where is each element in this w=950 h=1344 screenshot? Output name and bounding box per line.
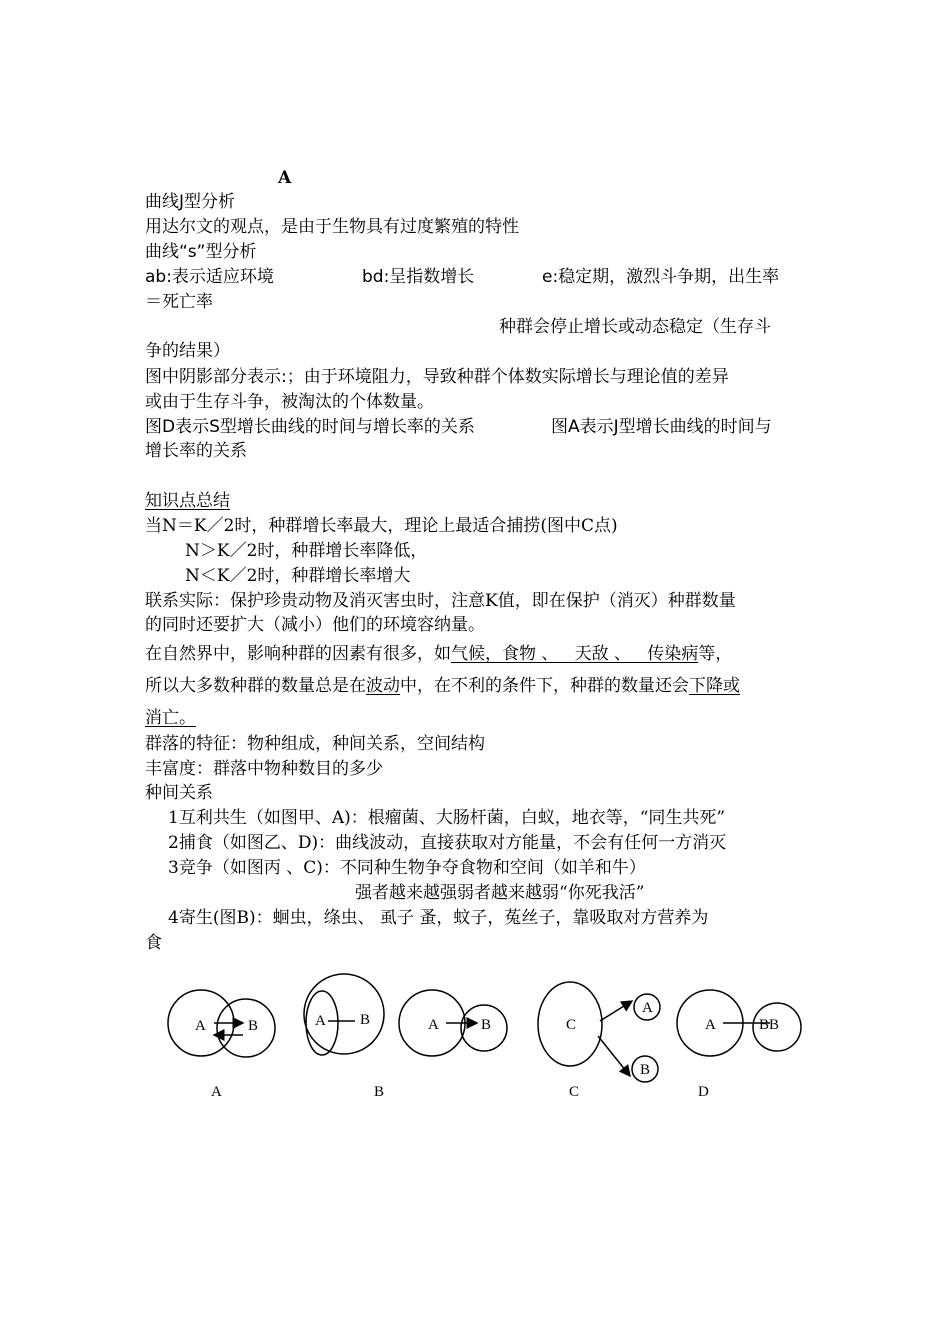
factors-post: 等， [698, 644, 733, 664]
phase-ab: ab:表示适应环境 [145, 267, 274, 287]
summary-line-4: 联系实际：保护珍贵动物及消灭害虫时，注意K值，即在保护（消灭）种群数量 [145, 591, 736, 611]
label-c: C [566, 1017, 577, 1033]
factors-underlined: 气候，食物 、 天敌 、 传染病 [451, 644, 699, 664]
mutualism-circle-b [217, 999, 275, 1057]
s-curve-heading: 曲线“s”型分析 [145, 242, 257, 262]
j-curve-heading: 曲线J型分析 [145, 192, 236, 212]
label-b-3: B [481, 1017, 492, 1033]
summary-line-2: N＞K／2时，种群增长率降低， [185, 541, 428, 561]
decline-underlined: 下降或 [689, 676, 740, 696]
community-features: 群落的特征：物种组成，种间关系，空间结构 [145, 734, 485, 754]
relation-predation: 2捕食（如图乙、D)：曲线波动，直接获取对方能量，不会有任何一方消灭 [168, 833, 727, 853]
label-b-2: B [360, 1012, 371, 1028]
fluct-pre: 所以大多数种群的数量总是在 [145, 676, 366, 696]
title-a: A [278, 168, 292, 188]
competition-note: 强者越来越强弱者越来越弱“你死我活” [355, 883, 645, 903]
phase-e: e:稳定期，激烈斗争期，出生率 [542, 267, 780, 287]
summary-line-1: 当N＝K／2时，种群增长率最大，理论上最适合捕捞(图中C点) [145, 516, 618, 536]
relationship-diagrams [0, 965, 950, 1115]
shadow-line: 图中阴影部分表示:；由于环境阻力，导致种群个体数实际增长与理论值的差异 [145, 367, 729, 387]
fluct-mid: 中，在不利的条件下，种群的数量还会 [400, 676, 689, 696]
summary-line-6 [145, 643, 732, 665]
summary-line-8: 消亡。 [145, 708, 196, 728]
relation-parasitism: 4寄生(图B)：蛔虫，绦虫、 虱子 蚤，蚊子，菟丝子，靠吸取对方营养为 [168, 908, 709, 928]
summary-heading: 知识点总结 [145, 491, 230, 511]
relation-mutualism: 1互利共生（如图甲、A)：根瘤菌、大肠杆菌，白蚁，地衣等，“同生共死” [168, 808, 726, 828]
label-a-5: A [705, 1017, 716, 1033]
shadow-line-cont: 或由于生存斗争，被淘汰的个体数量。 [145, 392, 434, 412]
caption-a: A [211, 1084, 222, 1100]
stop-growth-line: 种群会停止增长或动态稳定（生存斗 [499, 317, 771, 337]
label-bb: BB [759, 1017, 780, 1033]
summary-line-7 [145, 675, 740, 697]
label-a-4: A [642, 1000, 653, 1016]
summary-line-5: 的同时还要扩大（减小）他们的环境容纳量。 [145, 615, 485, 635]
caption-c: C [569, 1084, 580, 1100]
fig-relation-line [145, 416, 772, 438]
relation-parasitism-cont: 食 [145, 933, 162, 953]
richness-line: 丰富度：群落中物种数目的多少 [145, 759, 383, 779]
factors-pre: 在自然界中，影响种群的因素有很多，如 [145, 644, 451, 664]
relation-competition: 3竞争（如图丙 、C)：不同种生物争夺食物和空间（如羊和牛） [168, 858, 646, 878]
phase-bd: bd:呈指数增长 [362, 267, 475, 287]
phase-line [145, 266, 780, 288]
label-b-4: B [640, 1062, 651, 1078]
fluct-underlined: 波动 [366, 676, 400, 696]
darwin-line: 用达尔文的观点，是由于生物具有过度繁殖的特性 [145, 217, 519, 237]
label-a-2: A [315, 1013, 326, 1029]
label-a-1: A [195, 1018, 206, 1034]
fig-d-note: 图D表示S型增长曲线的时间与增长率的关系 [145, 417, 475, 437]
label-a-3: A [428, 1017, 439, 1033]
label-b-1: B [248, 1018, 259, 1034]
caption-d: D [698, 1084, 709, 1100]
fig-relation-line-cont: 增长率的关系 [145, 441, 247, 461]
caption-b: B [374, 1084, 385, 1100]
interspecific-heading: 种间关系 [145, 783, 213, 803]
summary-line-3: N＜K／2时，种群增长率增大 [185, 566, 411, 586]
phase-line-cont: ＝死亡率 [145, 292, 213, 312]
fig-a-note: 图A表示J型增长曲线的时间与 [551, 417, 772, 437]
stop-growth-line-cont: 争的结果） [145, 341, 230, 361]
